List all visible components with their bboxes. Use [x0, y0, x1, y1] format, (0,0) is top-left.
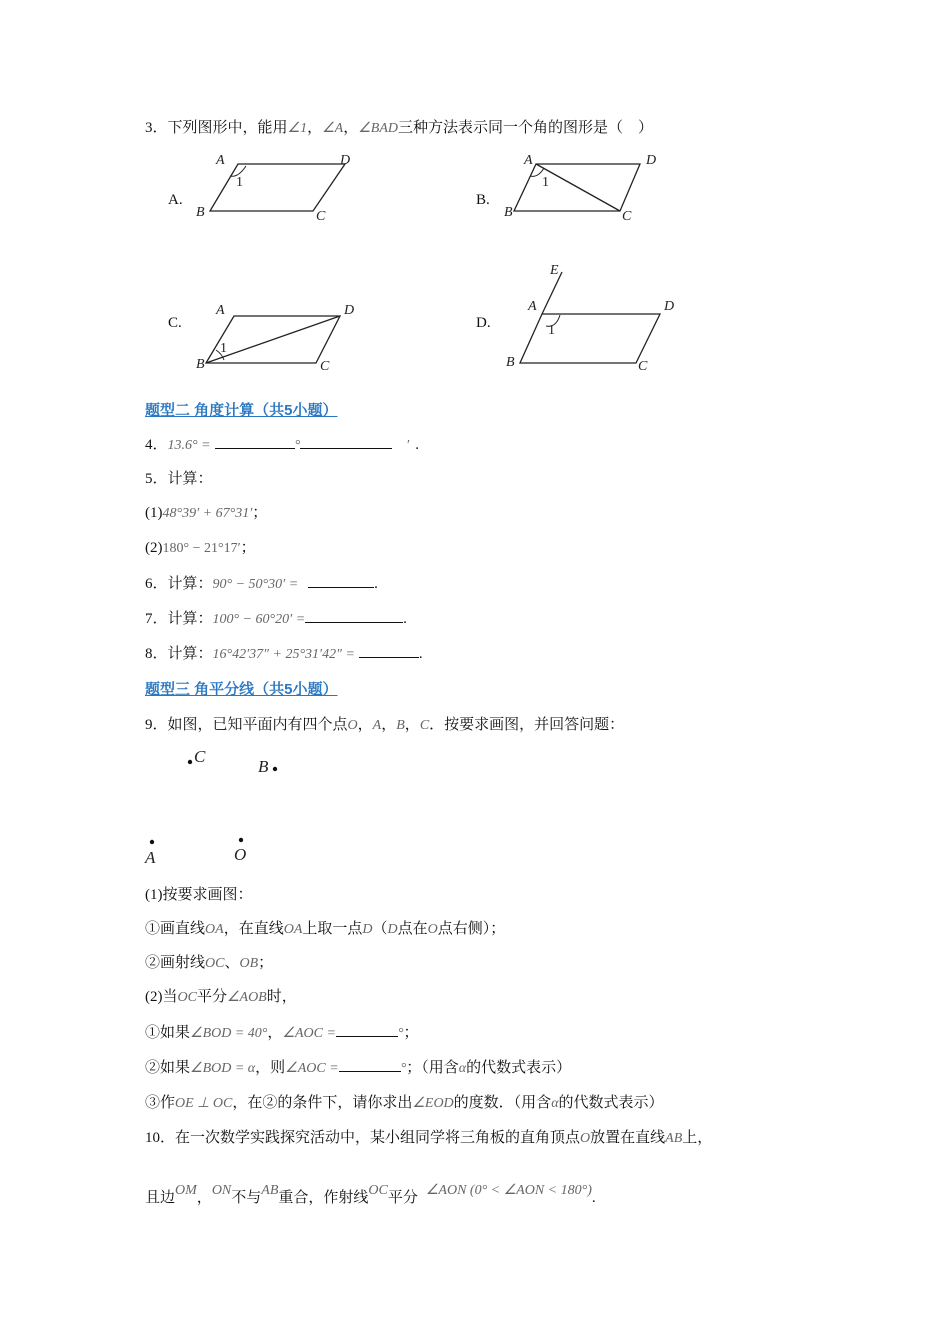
q10-line1: 10．在一次数学实践探究活动中，某小组同学将三角板的直角顶点O放置在直线AB上，: [145, 1130, 713, 1146]
q9-item2: ②画射线OC、OB；: [145, 955, 274, 971]
svg-text:E: E: [550, 263, 559, 278]
svg-text:D: D: [664, 299, 675, 314]
point-a-label: A: [145, 848, 156, 867]
figure-option-a: [190, 148, 370, 228]
q5-part1: (1)48°39′ + 67°31′；: [145, 505, 268, 521]
q9-part1: (1)按要求画图：: [145, 887, 253, 903]
svg-text:A: A: [524, 153, 533, 168]
q8: 8．计算：16°42′37″ + 25°31′42″ = .: [145, 643, 423, 665]
q9-item4: ②如果∠BOD = α，则∠AOC = °；（用含α的代数式表示）: [145, 1057, 571, 1079]
q9-item3: ①如果∠BOD = 40°，∠AOC = °；: [145, 1022, 419, 1044]
q9-part2: (2)当OC平分∠AOB时，: [145, 989, 297, 1005]
svg-text:C: C: [638, 359, 648, 374]
option-c-label: C.: [168, 315, 182, 331]
label-b: B: [196, 205, 205, 220]
svg-text:B: B: [506, 355, 515, 370]
svg-text:B: B: [504, 205, 513, 220]
option-d-label: D.: [476, 315, 491, 331]
label-c: C: [316, 209, 326, 224]
svg-text:1: 1: [542, 175, 549, 190]
option-b-label: B.: [476, 192, 490, 208]
section-heading-2: 题型二 角度计算（共5小题）: [145, 402, 338, 419]
svg-text:A: A: [216, 303, 225, 318]
q9-item1: ①画直线OA，在直线OA上取一点D（D点在O点右侧）；: [145, 921, 506, 937]
svg-text:A: A: [528, 299, 537, 314]
label-a: A: [216, 153, 225, 168]
q4: 4．13.6° = ° ′ .: [145, 434, 419, 456]
label-d: D: [340, 153, 351, 168]
svg-text:C: C: [622, 209, 632, 224]
svg-text:B: B: [196, 357, 205, 372]
q9-figure: [140, 740, 300, 870]
figure-option-b: [498, 148, 678, 228]
option-a-label: A.: [168, 192, 183, 208]
point-o-label: O: [234, 845, 247, 864]
q9-stem: 9．如图，已知平面内有四个点O，A，B，C．按要求画图，并回答问题：: [145, 717, 625, 733]
section-heading-3: 题型三 角平分线（共5小题）: [145, 681, 338, 698]
q7: 7．计算：100° − 60°20′ = .: [145, 608, 407, 630]
q5-part2: (2)180° − 21°17′；: [145, 540, 256, 556]
point-b-label: B: [258, 757, 269, 776]
figure-option-d: [498, 258, 688, 378]
q9-item5: ③作OE ⊥ OC，在②的条件下，请你求出∠EOD的度数．（用含α的代数式表示）: [145, 1095, 664, 1111]
q3-stem: 3．下列图形中，能用∠1，∠A，∠BAD三种方法表示同一个角的图形是（ ）: [145, 120, 653, 136]
svg-text:D: D: [344, 303, 355, 318]
svg-text:1: 1: [220, 341, 227, 356]
svg-text:1: 1: [548, 323, 555, 338]
point-c-label: C: [194, 747, 206, 766]
angle-1: 1: [236, 175, 243, 190]
q5: 5．计算：: [145, 471, 213, 487]
q10-line2: 且边OM，ON不与AB重合，作射线OC平分 ∠AON (0° < ∠AON < 180°).: [145, 1183, 596, 1206]
q6: 6．计算：90° − 50°30′ = .: [145, 573, 378, 595]
svg-text:C: C: [320, 359, 330, 374]
figure-option-c: [190, 296, 370, 378]
svg-text:D: D: [646, 153, 657, 168]
